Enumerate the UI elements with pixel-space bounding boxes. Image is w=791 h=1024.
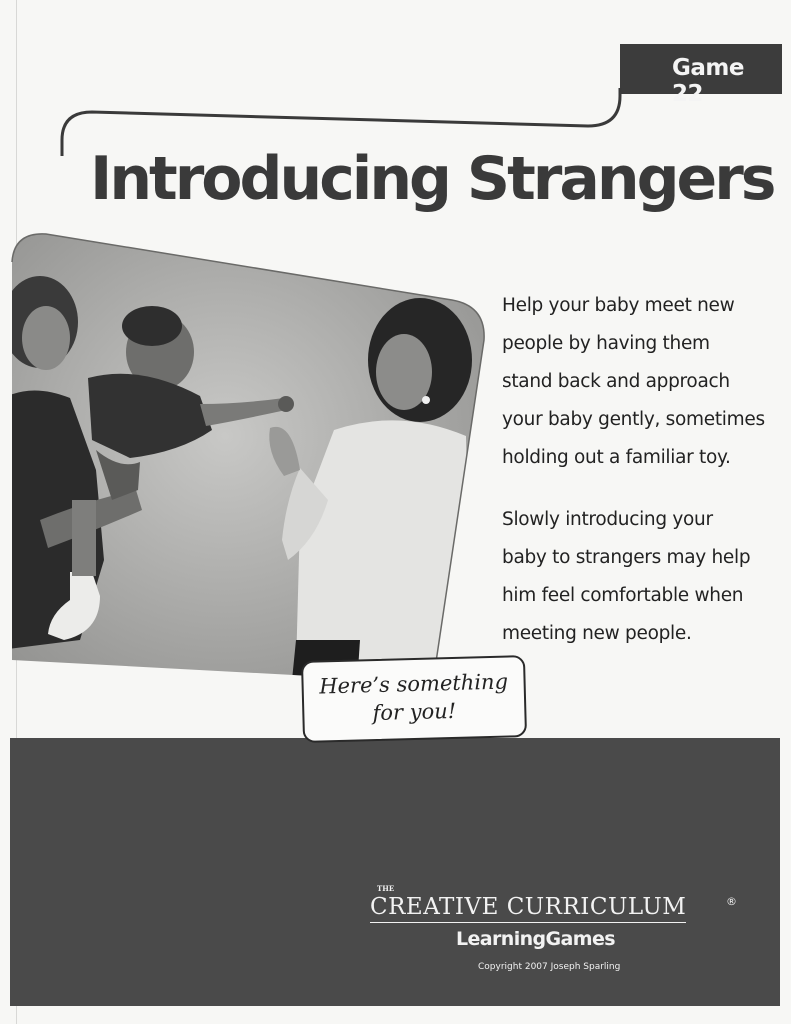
text-line: Slowly introducing your	[502, 509, 713, 530]
text-line: Help your baby meet new	[502, 295, 735, 316]
text-line: holding out a familiar toy.	[502, 447, 731, 468]
text-line: meeting new people.	[502, 623, 692, 644]
instruction-paragraph-1	[502, 287, 784, 477]
page-title: Introducing Strangers	[90, 144, 774, 214]
registered-mark: ®	[726, 895, 737, 908]
text-line: baby to strangers may help	[502, 547, 751, 568]
text-line: him feel comfortable when	[502, 585, 744, 606]
callout-line-2: for you!	[372, 698, 457, 726]
text-line: your baby gently, sometimes	[502, 409, 765, 430]
logo-the-text: THE	[377, 884, 395, 893]
callout-line-1: Here’s something	[318, 669, 509, 699]
copyright-text: Copyright 2007 Joseph Sparling	[478, 962, 621, 972]
logo-product-text: LearningGames	[456, 928, 615, 950]
text-line: people by having them	[502, 333, 710, 354]
logo-brand-text: CREATIVE CURRICULUM	[370, 892, 686, 923]
photo-baby-meeting-stranger	[0, 0, 540, 720]
footer-band	[10, 738, 780, 1006]
text-line: stand back and approach	[502, 371, 730, 392]
game-number-label: Game 22	[672, 55, 744, 107]
instruction-paragraph-2	[502, 501, 784, 653]
callout-box	[301, 655, 527, 743]
